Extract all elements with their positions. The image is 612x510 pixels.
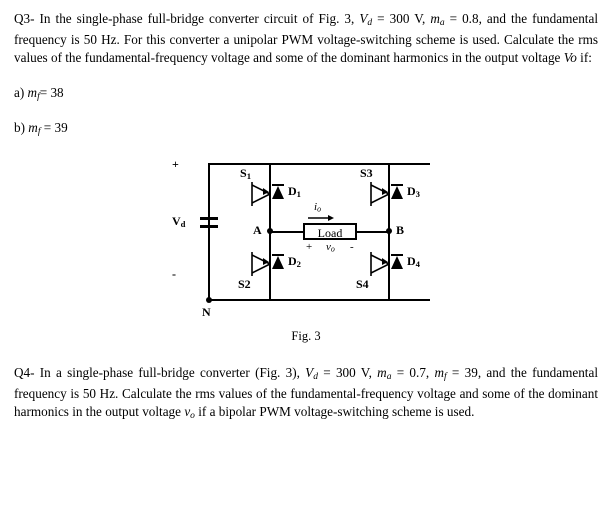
q4-part4: = 39, and the fundamental frequency is 50 Hz. Calculate the rms values of the fundamental-frequency voltage and some of the dominant harmonics in the output voltage (14, 365, 598, 420)
q3-part2: = 300 V, (372, 11, 431, 26)
figure-3 (0, 153, 612, 358)
diode-d2-symbol (270, 251, 290, 277)
item-a-value: = 38 (39, 85, 64, 101)
q4-ma-symbol: m (377, 365, 387, 381)
io-label: $i_o$ (314, 201, 322, 214)
diode-d2-label: $D_2$ (288, 254, 301, 270)
leg1-bottom-wire (269, 275, 271, 301)
rail-plus-label: + (172, 157, 179, 172)
q3-vd-symbol: V (359, 11, 368, 26)
switch-s4-label: S4 (356, 277, 369, 292)
question-4-text (14, 364, 598, 424)
q4-part3: = 0.7, (391, 365, 435, 381)
q4-part2: = 300 V, (317, 365, 378, 381)
q4-vo-subscript: o (190, 411, 195, 422)
q4-part1: Q4- In a single-phase full-bridge converter (Fig. 3), (14, 365, 306, 381)
load-label: Load (317, 226, 343, 241)
load-box (303, 223, 357, 240)
node-b-label: B (396, 223, 405, 238)
rail-minus-label: - (172, 267, 176, 282)
source-plate-top (200, 217, 218, 220)
diode-d3-label: $D_3$ (407, 184, 420, 200)
left-rail (208, 163, 210, 301)
item-a-label: a) (14, 85, 28, 101)
q4-vo-symbol: v (184, 404, 191, 420)
io-current-arrow (308, 214, 334, 222)
diode-d3-symbol (389, 181, 409, 207)
bottom-rail (208, 299, 430, 301)
node-a-wire (269, 231, 303, 233)
vd-source-label: $V_d$ (172, 214, 186, 230)
q4-mf-subscript: f (444, 372, 447, 383)
node-b-dot (386, 228, 392, 234)
node-a-dot (267, 228, 273, 234)
circuit-diagram (170, 159, 460, 324)
figure-caption-text: Fig. 3 (291, 329, 321, 344)
diode-d4-label: $D_4$ (407, 254, 420, 270)
diode-d1-label: $D_1$ (288, 184, 301, 200)
question-3-item-b (14, 119, 598, 140)
question-3-item-a (14, 84, 598, 105)
q3-vo-symbol: Vo (563, 50, 577, 66)
diode-d1-symbol (270, 181, 290, 207)
source-plate-bottom (200, 225, 218, 228)
vo-plus-label: + (306, 241, 313, 254)
item-a-symbol: m (27, 85, 38, 101)
question-3-text (14, 10, 598, 68)
q3-part1: Q3- In the single-phase full-bridge converter circuit of Fig. 3, (14, 11, 360, 26)
node-n-dot (206, 297, 212, 303)
switch-s2-label: S2 (238, 277, 251, 292)
node-a-label: A (253, 223, 262, 238)
q4-part5: if a bipolar PWM voltage-switching scheme is used. (194, 404, 475, 420)
q3-part4: if: (576, 50, 592, 66)
vo-minus-label: - (350, 241, 354, 254)
vo-label: $v_o$ (326, 241, 335, 254)
figure-caption (0, 329, 612, 344)
q4-vd-subscript: d (313, 372, 318, 383)
diode-d4-symbol (389, 251, 409, 277)
item-b-symbol: m (28, 119, 38, 135)
item-a-subscript: f (37, 92, 40, 103)
q3-ma-symbol: m (430, 11, 440, 26)
switch-s3-label: S3 (360, 166, 373, 181)
q4-mf-symbol: m (434, 365, 445, 381)
q4-ma-subscript: a (386, 372, 392, 383)
leg2-bottom-wire (388, 275, 390, 301)
top-rail (208, 163, 430, 165)
switch-s1-label: $S_1$ (240, 166, 251, 182)
q4-vd-symbol: V (305, 365, 314, 381)
item-b-label: b) (14, 119, 29, 135)
item-b-value: = 39 (43, 119, 68, 135)
q3-vd-subscript: d (367, 18, 373, 29)
node-n-label: N (202, 305, 211, 320)
q3-part3: = 0.8, and the fundamental frequency is 50 Hz. For this converter a unipolar PWM voltage-switching scheme is used. Calculate the rms values of the fundamental-frequency voltage and some of the dominant harmonics in the output voltage (14, 11, 598, 66)
q3-ma-subscript: a (439, 18, 445, 29)
item-b-subscript: f (37, 126, 41, 137)
